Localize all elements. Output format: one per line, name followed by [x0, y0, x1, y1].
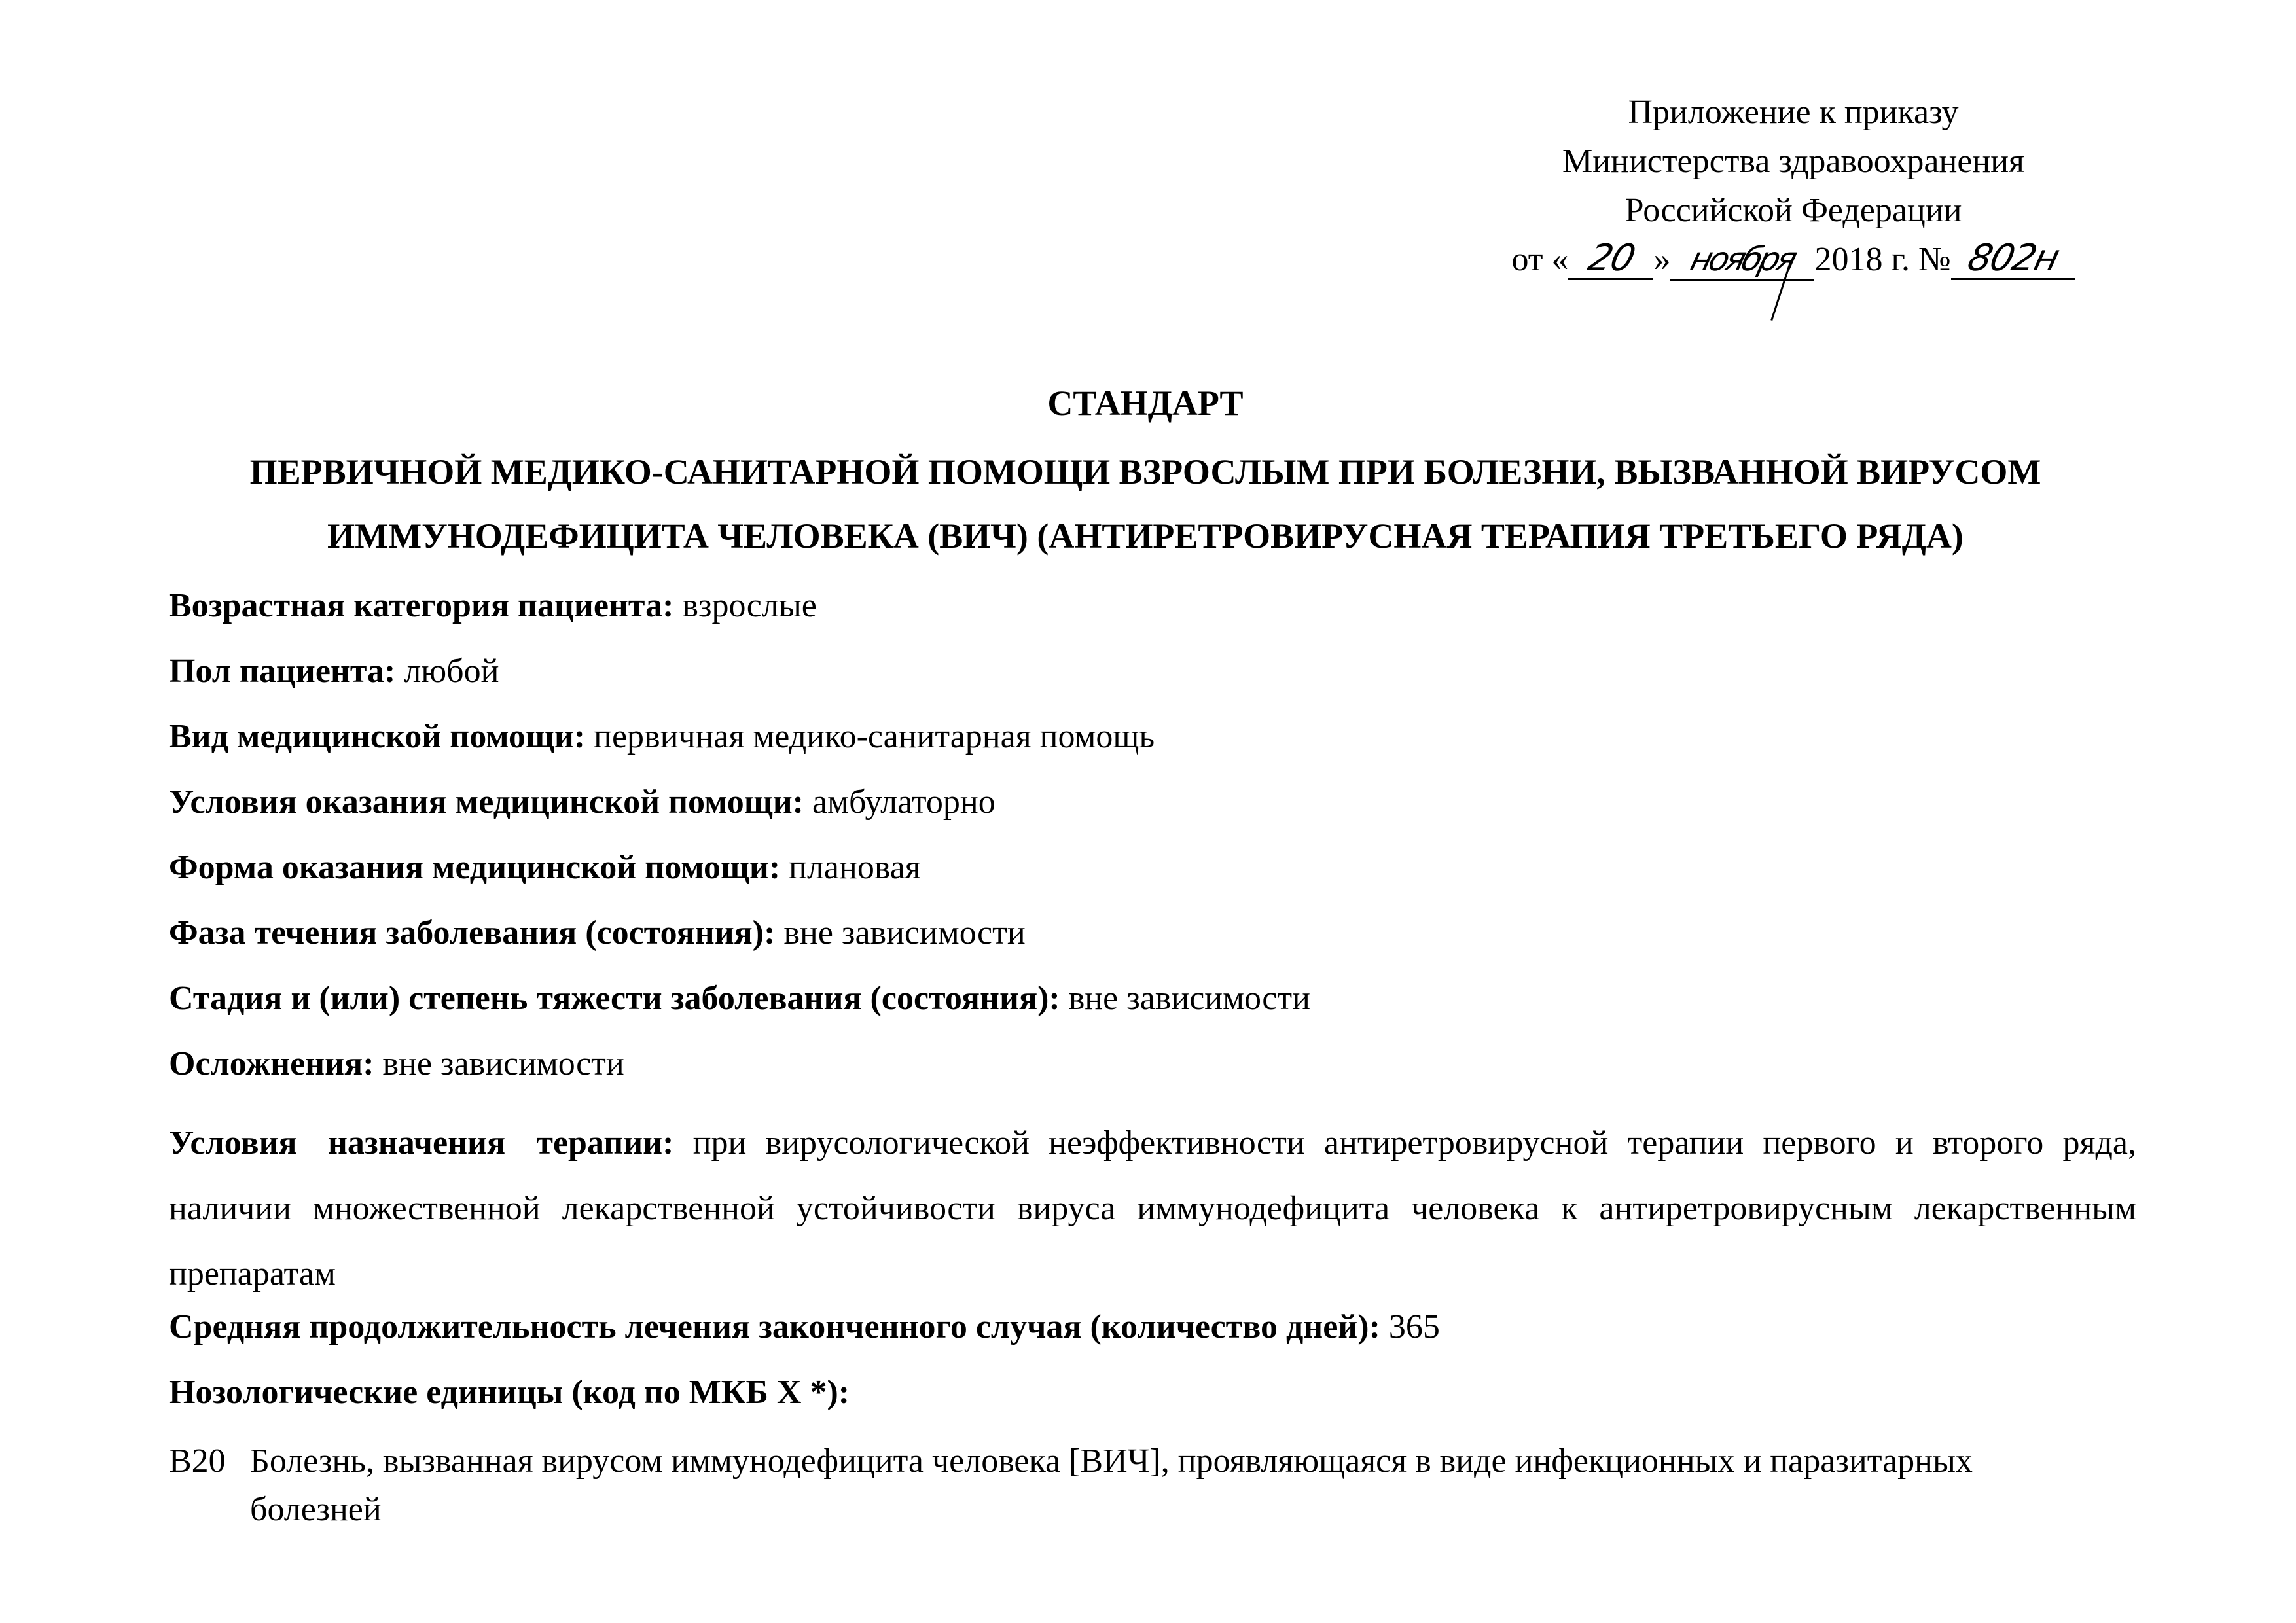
icd-code: B20: [169, 1442, 226, 1480]
field-label: Возрастная категория пациента:: [169, 587, 674, 624]
field-label: Нозологические единицы (код по МКБ X *):: [169, 1374, 850, 1411]
field-complications: [169, 1044, 2136, 1084]
document-subtitle-line-1: ПЕРВИЧНОЙ МЕДИКО-САНИТАРНОЙ ПОМОЩИ ВЗРОСЛЫМ ПРИ БОЛЕЗНИ, ВЫЗВАННОЙ ВИРУСОМ: [249, 452, 2041, 491]
appendix-line-3: Российской Федерации: [1624, 192, 1962, 229]
icd-entry: [169, 1437, 2136, 1534]
handwritten-month: [1670, 242, 1814, 281]
field-label: Осложнения:: [169, 1045, 374, 1082]
field-treatment-duration: [169, 1308, 2136, 1347]
field-label: Стадия и (или) степень тяжести заболевания (состояния):: [169, 980, 1060, 1017]
handwritten-order-number: [1951, 237, 2075, 280]
field-value: амбулаторно: [803, 783, 996, 821]
field-disease-stage: [169, 979, 2136, 1018]
handwritten-order-number-text: 802н: [1963, 237, 2063, 279]
icd-description: Болезнь, вызванная вирусом иммунодефицита человека [ВИЧ], проявляющаяся в виде инфекционных и паразитарных болезней: [250, 1442, 1973, 1528]
appendix-header: [1433, 88, 2153, 284]
field-care-conditions: [169, 783, 2136, 822]
field-value: взрослые: [673, 587, 817, 624]
field-patient-sex: [169, 652, 2136, 691]
field-label: Форма оказания медицинской помощи:: [169, 849, 781, 886]
document-subtitle-line-2: ИММУНОДЕФИЦИТА ЧЕЛОВЕКА (ВИЧ) (АНТИРЕТРОВИРУСНАЯ ТЕРАПИЯ ТРЕТЬЕГО РЯДА): [327, 516, 1964, 556]
date-year: 2018 г. №: [1814, 241, 1951, 278]
order-date-line: [1433, 235, 2153, 284]
field-label: Средняя продолжительность лечения законченного случая (количество дней):: [169, 1308, 1380, 1346]
field-label: Условия оказания медицинской помощи:: [169, 783, 804, 821]
appendix-line-2: Министерства здравоохранения: [1562, 143, 2024, 180]
field-therapy-conditions: [169, 1111, 2136, 1307]
field-label: Пол пациента:: [169, 652, 396, 690]
field-disease-phase: [169, 914, 2136, 953]
handwritten-day: [1568, 237, 1653, 280]
field-label: Фаза течения заболевания (состояния):: [169, 914, 776, 952]
field-age-category: [169, 586, 2136, 626]
date-mid: »: [1653, 241, 1671, 278]
handwritten-month-text: ноября: [1687, 240, 1799, 278]
field-value: любой: [395, 652, 499, 690]
field-value: при вирусологической неэффективности антиретровирусной терапии первого и второго ряда, наличии множественной лекарственной устойчивости вируса иммунодефицита человека к антиретровирусным лекарственным препаратам: [169, 1124, 2136, 1293]
field-value: вне зависимости: [1060, 980, 1310, 1017]
field-value: вне зависимости: [775, 914, 1026, 952]
handwritten-day-text: 20: [1583, 237, 1639, 279]
field-value: первичная медико-санитарная помощь: [585, 718, 1155, 755]
field-care-type: [169, 717, 2136, 757]
appendix-line-1: Приложение к приказу: [1628, 94, 1959, 131]
field-care-form: [169, 848, 2136, 887]
date-prefix: от «: [1511, 241, 1569, 278]
field-value: 365: [1380, 1308, 1440, 1346]
field-label: Вид медицинской помощи:: [169, 718, 586, 755]
field-label: Условия назначения терапии:: [169, 1124, 674, 1162]
field-value: плановая: [780, 849, 921, 886]
document-title: СТАНДАРТ: [1047, 383, 1244, 423]
field-value: вне зависимости: [374, 1045, 624, 1082]
field-nosological-units: [169, 1373, 2136, 1412]
